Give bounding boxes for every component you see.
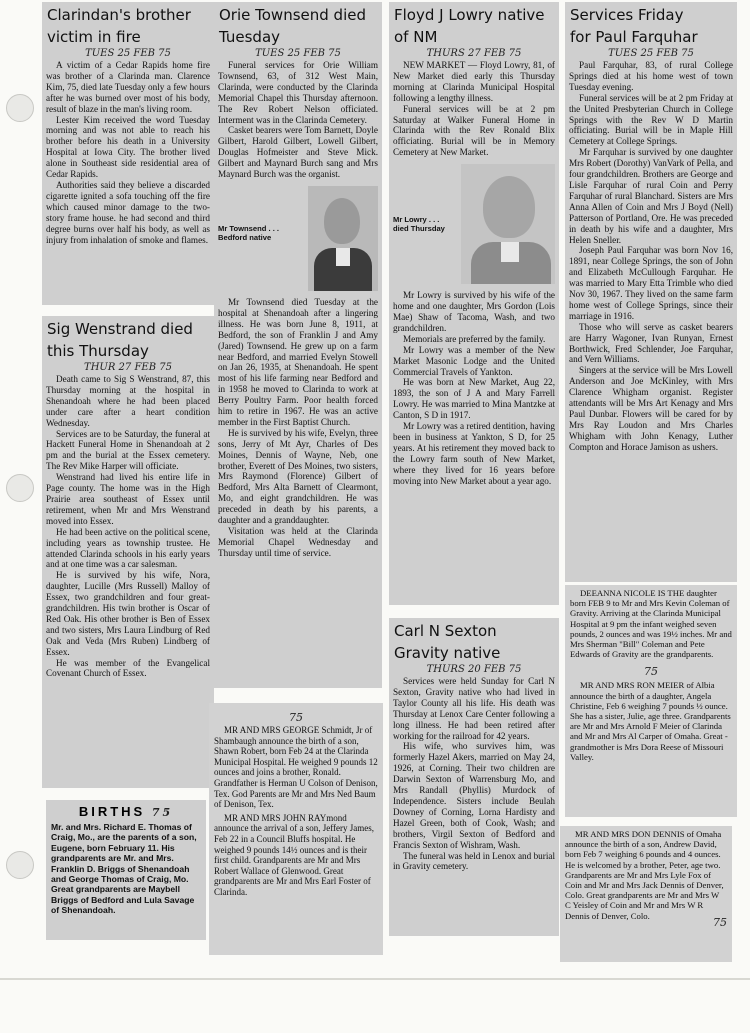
article-title: Clarindan's brother victim in fire: [47, 6, 191, 46]
paragraph: Death came to Sig S Wenstrand, 87, this Thursday morning at the hospital in Shenandoah where he had been placed under care after a heart condition Wednesday.: [46, 374, 210, 428]
paragraph: Casket bearers were Tom Barnett, Doyle Gilbert, Harold Gilbert, Lowell Gilbert, Douglas Hofmeister and Steve Mick. Gilbert and Maynard Burch sang and Mrs Maynard Burch was the organist.: [218, 125, 378, 180]
mark-row: [570, 660, 732, 679]
article-wenstrand: [42, 316, 214, 788]
photo-block: [218, 186, 378, 291]
handwritten-mark: 75: [289, 711, 303, 724]
article-date: TUES 25 FEB 75: [608, 48, 694, 59]
paragraph: Those who will serve as casket bearers are Harry Wagoner, Ivan Runyan, Ernest Borthwick, Fred Schlender, Joe Farquhar, and Vern Williams.: [569, 321, 733, 365]
article-body: [389, 290, 559, 486]
article-title: Carl N Sexton Gravity native: [394, 622, 501, 662]
article-date: THURS 27 FEB 75: [426, 48, 522, 59]
paragraph: Visitation was held at the Clarinda Memorial Chapel Wednesday and Thursday until time of service.: [218, 526, 378, 558]
paragraph: Funeral services will be at 2 pm Friday at the United Presbyterian Church in College Springs with the Rev W D Martin officiating. Burial will be in Maple Hill Cemetery at College Springs.: [569, 92, 733, 147]
paragraph: Funeral services for Orie William Townsend, 63, of 312 West Main, Clarinda, were conducted by the Clarinda Memorial Chapel this Thursday afternoon. The Rev Robert Nelson officiated. Interment was in the Clarinda Cemetery.: [218, 60, 378, 125]
paragraph: NEW MARKET — Floyd Lowry, 81, of New Market died early this Thursday morning at Clarinda Municipal Hospital following a lengthy illness.: [393, 60, 555, 103]
handwritten-mark: 75: [713, 915, 727, 929]
face: [483, 176, 535, 238]
article-date: THURS 20 FEB 75: [426, 664, 522, 675]
handwritten-mark: 75: [644, 665, 658, 679]
shirt-collar: [501, 242, 519, 262]
paragraph: Mr Lowry is survived by his wife of the home and one daughter, Mrs Gordon (Lois Mae) Shaw of Tacoma, Wash, and two grandchildren.: [393, 290, 555, 333]
notice-schmidt: MR AND MRS GEORGE Schmidt, Jr of Shambaugh announce the birth of a son, Shawn Robert, born Feb 24 at the Clarinda Municipal Hospital. He weighed 9 pounds 12 ounces and joins a brother, Ronald. Grandfather is Herman U Colson of Denison, Tex. God Parents are Mr and Mrs Ned Baum of Denison, Tex.: [214, 725, 378, 810]
mark-row: [214, 706, 378, 725]
article-body: [42, 60, 214, 245]
portrait-photo: [308, 186, 378, 291]
article-date: THUR 27 FEB 75: [84, 362, 172, 373]
article-body: [389, 60, 559, 158]
article-townsend: [214, 2, 382, 688]
paragraph: The funeral was held in Lenox and burial in Gravity cemetery.: [393, 850, 555, 872]
paragraph: He had been active on the political scene, including years as township trustee. He attended Clarinda schools in his early years and at one time was a car salesman.: [46, 526, 210, 570]
birth-notices-middle: [209, 703, 383, 955]
birth-notices-right-top: [565, 585, 737, 817]
paragraph: Services were held Sunday for Carl N Sexton, Gravity native who had lived in Taylor County all his life. His death was Thursday at Lenox Care Center following a long illness. He had been retired after working for the railroad for 42 years.: [393, 676, 555, 741]
paragraph: He was member of the Evangelical Covenant Church of Essex.: [46, 657, 210, 679]
article-title: Floyd J Lowry native of NM: [394, 6, 545, 46]
paragraph: Wenstrand had lived his entire life in Page county. The home was in the High Prairie area southeast of Essex until retirement, when Mr and Mrs Wenstrand moved into Essex.: [46, 472, 210, 526]
binder-hole-top: [6, 94, 34, 122]
photo-caption: Mr Lowry . . . died Thursday: [393, 214, 445, 234]
paragraph: He was born at New Market, Aug 22, 1893, the son of J A and Mary Farrell Lowry. He was married to Mina Mantzke at Canton, S D in 1917.: [393, 377, 555, 421]
paragraph: Mr Townsend died Tuesday at the hospital at Shenandoah after a lingering illness. He was born June 8, 1911, at Bedford, the son of Franklin J and Amy (Jared) Townsend. He grew up on a farm near Bedford, and married Evelyn Stowell on Jan 26, 1935, at Shenandoah. He spent most of his life farming near Bedford and in 1958 he moved to Clarinda to work at Berry Poultry Farm. Poor health forced him to retire in 1967. He was an active member in the First Baptist Church.: [218, 296, 378, 427]
article-body: [214, 297, 382, 559]
paragraph: Funeral services will be at 2 pm Saturday at Walker Funeral Home in Clarinda with the Rev Ronald Blix officiating. Burial will be in Memory Cemetery at New Market.: [393, 103, 555, 158]
article-farquhar: [565, 2, 737, 582]
paragraph: Mr Farquhar is survived by one daughter Mrs Robert (Dorothy) VanVark of Pella, and four grandchildren. Brothers are George and Lisle Farquhar of rural Coin and Perry Farquhar of rural Blanchard. Sisters are Mrs Anna Allen of Coin and Mrs J Boyd (Nell) Patterson of Portland, Ore. He was preceded in death by his wife and a daughter, Mrs Helen Sneller.: [569, 147, 733, 245]
paragraph: Paul Farquhar, 83, of rural College Springs died at his home west of town Tuesday evening.: [569, 60, 733, 92]
paragraph: Memorials are preferred by the family.: [403, 333, 546, 344]
photo-caption: Mr Townsend . . . Bedford native: [218, 223, 280, 243]
paragraph: Singers at the service will be Mrs Lowell Anderson and Joe McKinley, with Mrs Clarence Whigham organist. Register attendants will be Mrs Art Kenagy and Mrs Paul Dunbar. Flowers will be cared for by Mrs Ray Loudon and Mrs Charles Whigham with John Kenagy, Luther Compton and Horace Jamison as ushers.: [569, 365, 733, 452]
notice-dennis: MR AND MRS DON DENNIS of Omaha announce the birth of a son, Andrew David, born Feb 7 weighing 6 pounds and 4 ounces. He is welcomed by a brother, Peter, age two. Grandparents are Mr and Mrs Lyle Fox of Coin and Mr and Mrs Jack Dennis of Denver, Colo. Great grandparents are Mr and Mrs W C Yeisley of Coin and Mr and Mrs W R Dennis of Denver, Colo.: [565, 829, 724, 921]
portrait-photo: [461, 164, 555, 284]
paragraph: Authorities said they believe a discarded cigarette ignited a sofa touching off the fire which caused minor damage to the two-story frame house. he had second and third degree burns over half his body, as well as injury from inhalation of smoke and flames.: [46, 179, 210, 245]
article-date: TUES 25 FEB 75: [255, 48, 341, 59]
article-body: [214, 60, 382, 180]
handwritten-mark: 75: [151, 806, 174, 819]
paragraph: Joseph Paul Farquhar was born Nov 16, 1891, near College Springs, the son of John and Elizabeth McCullough Farquhar. He was married to Mary Etta Trimble who died Nov 30, 1967. They lived on the same farm home west of College Springs, since their marriage in 1916.: [569, 245, 733, 321]
face: [324, 198, 360, 244]
paragraph: Mr Lowry was a retired dentition, having been in business at Yankton, S D, for 25 years. At his retirement they moved back to the Lowry farm south of New Market, where they lived for 16 years before moving into New Market about a year ago.: [393, 421, 555, 486]
article-date: TUES 25 FEB 75: [85, 48, 171, 59]
paragraph: A victim of a Cedar Rapids home fire was brother of a Clarinda man. Clarence Kim, 75, died late Tuesday only a few hours after he was burned over most of his body, result of blaze in the man's living room.: [46, 60, 210, 114]
binder-hole-middle: [6, 474, 34, 502]
births-clipping: [46, 800, 206, 940]
notice-meier: MR AND MRS RON MEIER of Albia announce the birth of a daughter, Angela Christine, Feb 6 weighing 7 pounds ½ ounce. She has a sister, Julie, age three. Grandparents are Mr and Mrs Arnold F Meier of Clarinda and Mr and Mrs Al Carper of Omaha. Great - grandmother is Mrs Dora Reese of Missouri Valley.: [570, 680, 731, 762]
births-heading: [51, 804, 201, 819]
notice-coleman: DEEANNA NICOLE IS THE daughter born FEB 9 to Mr and Mrs Kevin Coleman of Gravity. Arriving at the Clarinda Municipal Hospital at 9 pm the infant weighed seven pounds, 2 ounces and was 19½ inches. Mr and Mrs Sherman "Bill" Coleman and Pete Edwards of Gravity are the grandparents.: [570, 588, 732, 660]
article-body: [42, 374, 214, 679]
paragraph: He is survived by his wife, Nora, daughter, Lucille (Mrs Russell) Malloy of Essex, two grandchildren and four great-grandchildren. His twin brother is Oscar of Red Oak. His other brother is Ben of Essex and two sisters, Mrs Laura Lindburg of Red Oak and Veda (Mrs Ruben) Lindberg of Essex.: [46, 570, 210, 657]
article-claridan: [42, 2, 214, 305]
photo-block: [393, 164, 555, 284]
paragraph: His wife, who survives him, was formerly Hazel Akers, married on May 24, 1926, at Corning. Their two children are Darwin Sexton of Warrensburg Mo, and Mrs Randall (Phyllis) Murdock of Independence. Sisters include Beulah Downey of Corning, Lorna Hardisty and Hazel Green, both of Cook, Wash; and brothers, Virgil Sexton of Bedford and Francis Sexton of Wishram, Wash.: [393, 741, 555, 850]
notice-raymond: MR AND MRS JOHN RAYmond announce the arrival of a son, Jeffery James, Feb 22 in a Council Bluffs hospital. He weighed 9 pounds 14½ ounces and is their first child. Grandparents are Mr and Mrs Robert Wallace of Glenwood. Great grandparents are Mr and Mrs Earl Foster of Clarinda.: [214, 812, 375, 897]
binder-hole-bottom: [6, 851, 34, 879]
births-text: Mr. and Mrs. Richard E. Thomas of Craig, Mo., are the parents of a son, Eugene, born February 11. His grandparents are Mr. and Mrs. Franklin D. Briggs of Shenandoah and George Thomas of Craig, Mo. Great grandparents are Maybell Briggs of Bedford and Lula Savage of Shenandoah.: [51, 822, 197, 916]
paragraph: Lester Kim received the word Tuesday morning and was not able to reach his brother before his death in a University Hospital at Iowa City. The brother lived alone in Southeast side residential area of Cedar Rapids.: [46, 114, 210, 180]
paragraph: Mr Lowry was a member of the New Market Masonic Lodge and the United Commercial Travels of Yankton.: [393, 344, 555, 377]
article-body: [389, 676, 559, 872]
article-lowry: [389, 2, 559, 605]
article-title: Orie Townsend died Tuesday: [219, 6, 366, 46]
article-body: [565, 60, 737, 453]
article-sexton: [389, 618, 559, 936]
article-title: Services Friday for Paul Farquhar: [570, 6, 698, 46]
shirt-collar: [336, 248, 350, 266]
births-title: BIRTHS: [78, 804, 146, 819]
birth-notices-right-bottom: [560, 826, 732, 962]
paragraph: Services are to be Saturday, the funeral at Hackett Funeral Home in Shenandoah at 2 pm and the burial at the Essex cemetery. The Rev Mike Harper will officiate.: [46, 428, 210, 472]
article-title: Sig Wenstrand died this Thursday: [47, 320, 193, 360]
paragraph: He is survived by his wife, Evelyn, three sons, Jerry of Mt Ayr, Charles of Des Moines, Dennis of Wayne, Neb, one brother, Everett of Des Moines, two sisters, Mrs Raymond (Florence) Gilbert of Bedford, Mrs Alta Barnett of Clearmont, Mo, and eight grandchildren. He was preceded in death by his parents, a daughter and a granddaughter.: [218, 427, 378, 526]
